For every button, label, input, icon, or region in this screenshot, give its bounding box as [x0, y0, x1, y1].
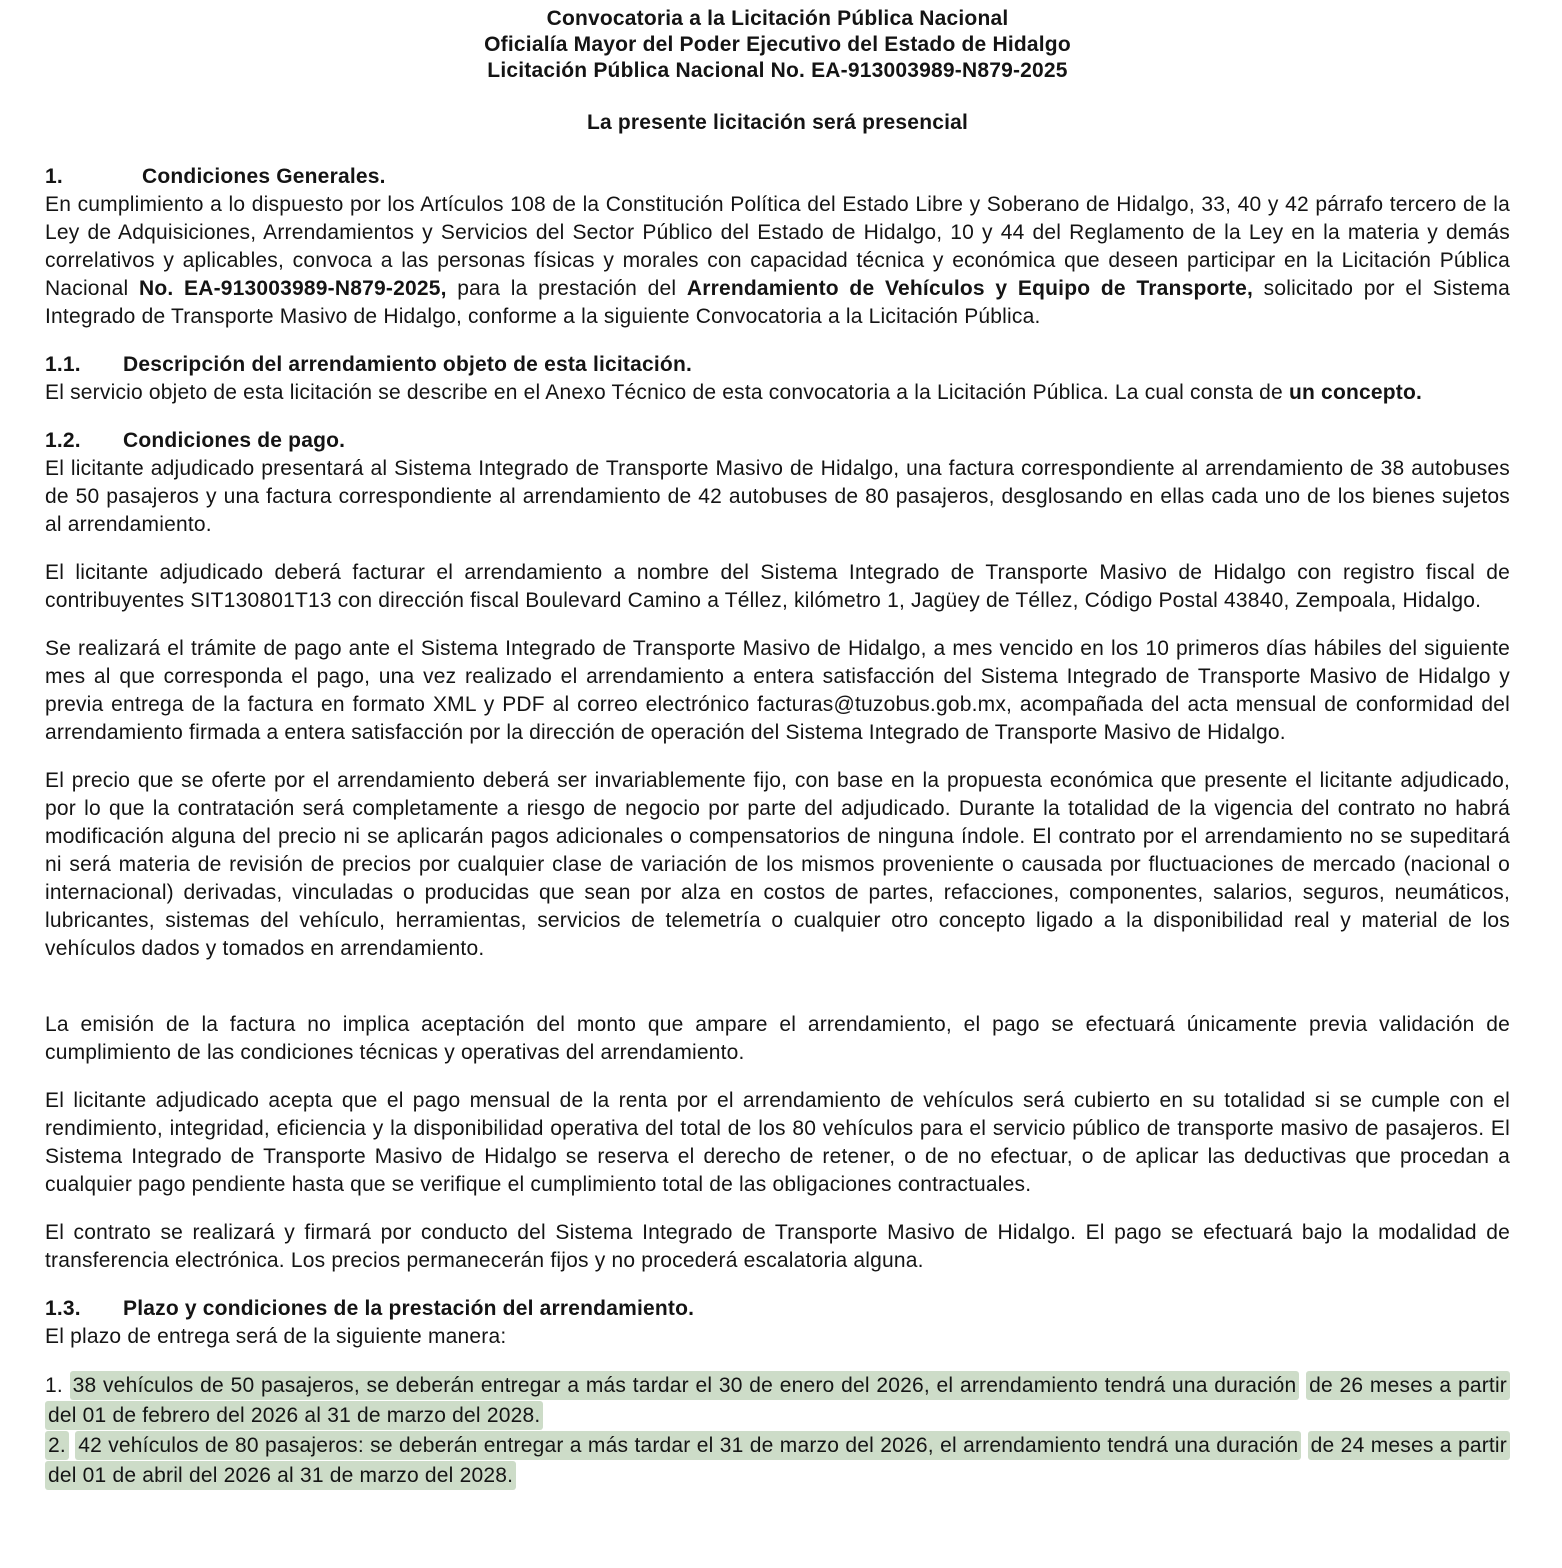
paragraph-payment-process — [45, 635, 1510, 747]
doc-title-line-2: Oficialía Mayor del Poder Ejecutivo del Estado de Hidalgo — [484, 33, 1071, 56]
section-number-1-3: 1.3. — [45, 1297, 81, 1320]
text-run: solicitado por el Sistema Integrado de Transporte Masivo de Hidalgo, conforme a la siguiente Convocatoria a la Licitación Pública. — [45, 277, 1511, 328]
text-run: El licitante adjudicado deberá facturar el arrendamiento a nombre del Sistema Integrado de Transporte Masivo de Hidalgo con registro fiscal de contribuyentes SIT130801T13 con dirección fiscal Boulevard Camino a Téllez, kilómetro 1, Jagüey de Téllez, Código Postal 43840, Zempoala, Hidalgo. — [45, 561, 1510, 612]
text-run: El plazo de entrega será de la siguiente manera: — [45, 1325, 507, 1348]
text-run-bold-one-concept: un concepto. — [1288, 381, 1423, 404]
text-run: El contrato se realizará y firmará por conducto del Sistema Integrado de Transporte Masivo de Hidalgo. El pago se efectuará bajo la modalidad de transferencia electrónica. Los precios permanecerán fijos y no procederá escalatoria alguna. — [45, 1221, 1510, 1272]
doc-title-line-3: Licitación Pública Nacional No. EA-913003989-N879-2025 — [487, 59, 1068, 82]
paragraph-monthly-rent — [45, 1087, 1510, 1199]
section-heading-1 — [45, 163, 1510, 191]
document-header — [45, 6, 1510, 136]
text-run: El precio que se oferte por el arrendamiento deberá ser invariablemente fijo, con base en la propuesta económica que presente el licitante adjudicado, por lo que la contratación será completamente a riesgo de negocio por parte del adjudicado. Durante la totalidad de la vigencia del contrato no habrá modificación alguna del precio ni se aplicarán pagos adicionales o compensatorios de ninguna índole. El contrato por el arrendamiento no se supeditará ni será materia de revisión de precios por cualquier clase de variación de los mismos proveniente o causada por fluctuaciones de mercado (nacional o internacional) derivadas, vinculadas o producidas que sean por alza en costos de partes, refacciones, componentes, salarios, seguros, neumáticos, lubricantes, sistemas del vehículo, herramientas, servicios de telemetría o cualquier otro concepto ligado a la disponibilidad real y material de los vehículos dados y tomados en arrendamiento. — [45, 769, 1510, 960]
list-number-1: 1. — [45, 1374, 70, 1397]
highlighted-text: 38 vehículos de 50 pasajeros, se deberán entregar a más tardar el 30 de enero del 2026, el arrendamiento tendrá una duración — [70, 1371, 1300, 1400]
paragraph-invoice-split — [45, 455, 1510, 539]
document-body — [45, 163, 1510, 1491]
text-run-bold-tender-number: No. EA-913003989-N879-2025, — [138, 277, 447, 300]
text-run: El servicio objeto de esta licitación se describe en el Anexo Técnico de esta convocatoria a la Licitación Pública. La cual consta de — [45, 381, 1289, 404]
text-run-bold-service-name: Arrendamiento de Vehículos y Equipo de Transporte, — [686, 277, 1253, 300]
highlighted-text: de 26 meses a partir del 01 de febrero del 2026 al 31 de marzo del 2028. — [45, 1371, 1510, 1430]
delivery-item-2 — [45, 1431, 1510, 1491]
text-run: El licitante adjudicado acepta que el pago mensual de la renta por el arrendamiento de vehículos será cubierto en su totalidad si se cumple con el rendimiento, integridad, eficiencia y la disponibilidad operativa del total de los 80 vehículos para el servicio público de transporte masivo de pasajeros. El Sistema Integrado de Transporte Masivo de Hidalgo se reserva el derecho de retener, o de no efectuar, o de aplicar las deductivas que procedan a cualquier pago pendiente hasta que se verifique el cumplimiento total de las obligaciones contractuales. — [45, 1089, 1510, 1196]
section-heading-1-1 — [45, 351, 1510, 379]
paragraph-general-conditions — [45, 191, 1510, 331]
paragraph-fiscal-data — [45, 559, 1510, 615]
section-title-1-3: Plazo y condiciones de la prestación del arrendamiento. — [123, 1297, 695, 1320]
section-title-1-2: Condiciones de pago. — [123, 429, 346, 452]
paragraph-invoice-acceptance — [45, 1011, 1510, 1067]
text-run: El licitante adjudicado presentará al Sistema Integrado de Transporte Masivo de Hidalgo, una factura correspondiente al arrendamiento de 38 autobuses de 50 pasajeros y una factura correspondiente al arrendamiento de 42 autobuses de 80 pasajeros, desglosando en ellas cada uno de los bienes sujetos al arrendamiento. — [45, 457, 1510, 536]
text-run: Se realizará el trámite de pago ante el Sistema Integrado de Transporte Masivo de Hidalgo, a mes vencido en los 10 primeros días hábiles del siguiente mes al que corresponda el pago, una vez realizado el arrendamiento a entera satisfacción del Sistema Integrado de Transporte Masivo de Hidalgo y previa entrega de la factura en formato XML y PDF al correo electrónico facturas@tuzobus.gob.mx, acompañada del acta mensual de conformidad del arrendamiento firmada a entera satisfacción por la dirección de operación del Sistema Integrado de Transporte Masivo de Hidalgo. — [45, 637, 1510, 744]
highlighted-text: 42 vehículos de 80 pasajeros: se deberán entregar a más tardar el 31 de marzo del 2026, el arrendamiento tendrá una duración — [75, 1431, 1301, 1460]
delivery-item-1 — [45, 1371, 1510, 1431]
section-number-1: 1. — [45, 165, 63, 188]
paragraph-delivery-intro — [45, 1323, 1510, 1351]
section-heading-1-2 — [45, 427, 1510, 455]
section-title-1-1: Descripción del arrendamiento objeto de esta licitación. — [123, 353, 693, 376]
paragraph-contract-transfer — [45, 1219, 1510, 1275]
text-run: para la prestación del — [446, 277, 687, 300]
paragraph-lease-description — [45, 379, 1510, 407]
doc-title-line-1: Convocatoria a la Licitación Pública Nacional — [546, 7, 1009, 30]
text-run: La emisión de la factura no implica aceptación del monto que ampare el arrendamiento, el pago se efectuará únicamente previa validación de cumplimiento de las condiciones técnicas y operativas del arrendamiento. — [45, 1013, 1510, 1064]
section-title-1: Condiciones Generales. — [142, 165, 386, 188]
paragraph-fixed-price — [45, 767, 1510, 963]
highlight-gap — [1301, 1434, 1307, 1457]
doc-subtitle: La presente licitación será presencial — [586, 111, 969, 134]
section-number-1-1: 1.1. — [45, 353, 81, 376]
text-run: En cumplimiento a lo dispuesto por los Artículos 108 de la Constitución Política del Estado Libre y Soberano de Hidalgo, 33, 40 y 42 párrafo tercero de la Ley de Adquisiciones, Arrendamientos y Servicios del Sector Público del Estado de Hidalgo, 10 y 44 del Reglamento de la Ley en la materia y demás correlativos y aplicables, convoca a las personas físicas y morales con capacidad técnica y económica que deseen participar en la Licitación Pública Nacional — [45, 193, 1510, 300]
highlighted-text: de 24 meses a partir del 01 de abril del 2026 al 31 de marzo del 2028. — [45, 1431, 1510, 1490]
section-heading-1-3 — [45, 1295, 1510, 1323]
highlighted-list-number-2: 2. — [45, 1431, 69, 1460]
section-number-1-2: 1.2. — [45, 429, 81, 452]
